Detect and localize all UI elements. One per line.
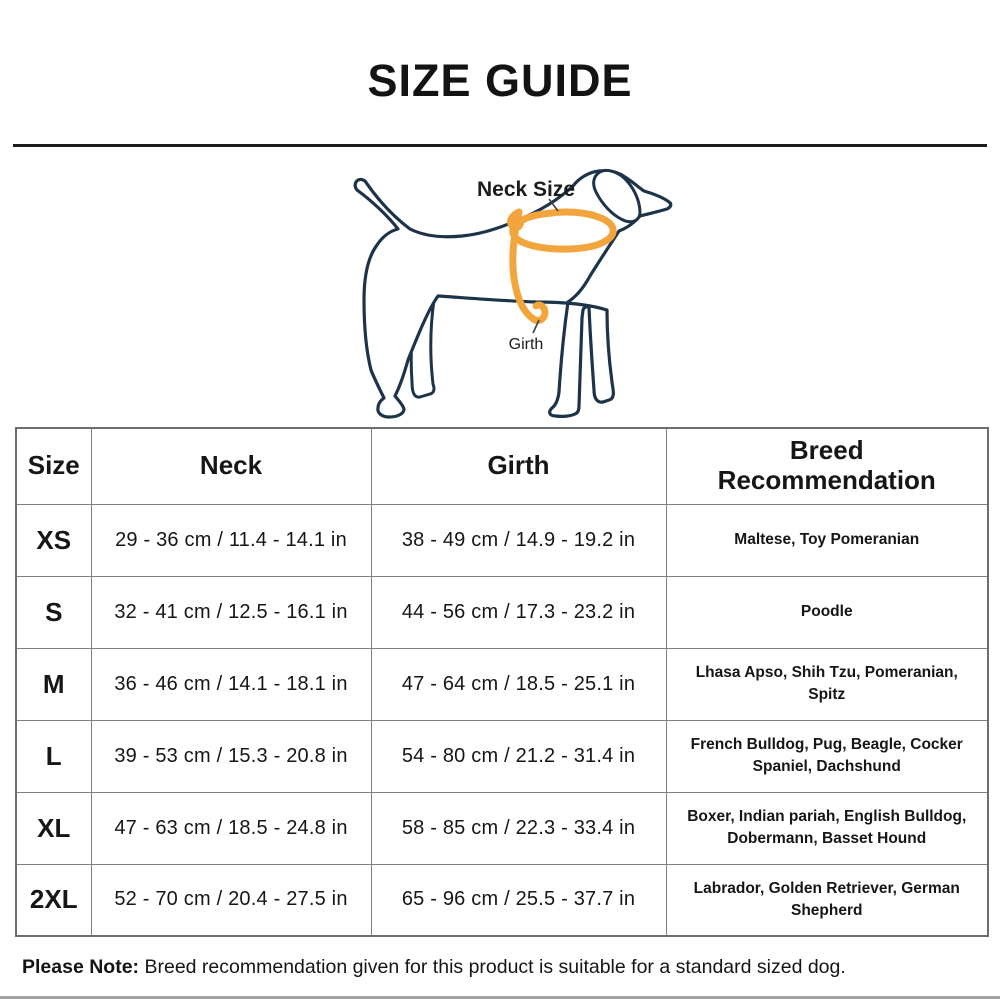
neck-value: 52 - 70 cm / 20.4 - 27.5 in bbox=[91, 864, 371, 936]
neck-value: 47 - 63 cm / 18.5 - 24.8 in bbox=[91, 792, 371, 864]
size-value: L bbox=[16, 720, 91, 792]
neck-value: 36 - 46 cm / 14.1 - 18.1 in bbox=[91, 648, 371, 720]
girth-value: 58 - 85 cm / 22.3 - 33.4 in bbox=[371, 792, 666, 864]
footnote-prefix: Please Note: bbox=[22, 956, 140, 978]
size-value: 2XL bbox=[16, 864, 91, 936]
title-divider bbox=[13, 144, 987, 147]
girth-value: 38 - 49 cm / 14.9 - 19.2 in bbox=[371, 504, 666, 576]
header-neck: Neck bbox=[91, 428, 371, 504]
girth-value: 54 - 80 cm / 21.2 - 31.4 in bbox=[371, 720, 666, 792]
table-row-m bbox=[16, 648, 988, 720]
size-value: S bbox=[16, 576, 91, 648]
header-breed-text: Breed Recommendation bbox=[717, 435, 936, 496]
table-header-row bbox=[16, 428, 988, 504]
breed-value: Labrador, Golden Retriever, German Shepherd bbox=[693, 880, 960, 919]
girth-label: Girth bbox=[508, 336, 544, 353]
girth-value: 65 - 96 cm / 25.5 - 37.7 in bbox=[371, 864, 666, 936]
size-value: M bbox=[16, 648, 91, 720]
neck-size-label: Neck Size bbox=[476, 178, 576, 201]
girth-value: 47 - 64 cm / 18.5 - 25.1 in bbox=[371, 648, 666, 720]
breed-value: Maltese, Toy Pomeranian bbox=[734, 531, 920, 549]
page-title: SIZE GUIDE bbox=[367, 55, 633, 106]
size-chart-table bbox=[15, 427, 989, 937]
breed-value: Boxer, Indian pariah, English Bulldog, Dobermann, Basset Hound bbox=[687, 808, 967, 847]
dog-harness-diagram bbox=[300, 160, 750, 430]
table-row-xs bbox=[16, 504, 988, 576]
neck-value: 32 - 41 cm / 12.5 - 16.1 in bbox=[91, 576, 371, 648]
table-row-xl bbox=[16, 792, 988, 864]
breed-value: Poodle bbox=[800, 603, 853, 621]
breed-value: French Bulldog, Pug, Beagle, Cocker Spaniel, Dachshund bbox=[690, 736, 963, 775]
header-girth: Girth bbox=[371, 428, 666, 504]
header-breed bbox=[666, 428, 988, 504]
girth-value: 44 - 56 cm / 17.3 - 23.2 in bbox=[371, 576, 666, 648]
footnote bbox=[22, 956, 982, 979]
table-row-l bbox=[16, 720, 988, 792]
header-size: Size bbox=[16, 428, 91, 504]
table-row-2xl bbox=[16, 864, 988, 936]
dog-outline bbox=[355, 170, 671, 417]
size-value: XS bbox=[16, 504, 91, 576]
neck-value: 39 - 53 cm / 15.3 - 20.8 in bbox=[91, 720, 371, 792]
breed-value: Lhasa Apso, Shih Tzu, Pomeranian, Spitz bbox=[695, 664, 958, 703]
footnote-text: Breed recommendation given for this product is suitable for a standard sized dog. bbox=[139, 956, 846, 978]
bottom-divider bbox=[0, 996, 1000, 999]
size-value: XL bbox=[16, 792, 91, 864]
table-row-s bbox=[16, 576, 988, 648]
neck-value: 29 - 36 cm / 11.4 - 14.1 in bbox=[91, 504, 371, 576]
